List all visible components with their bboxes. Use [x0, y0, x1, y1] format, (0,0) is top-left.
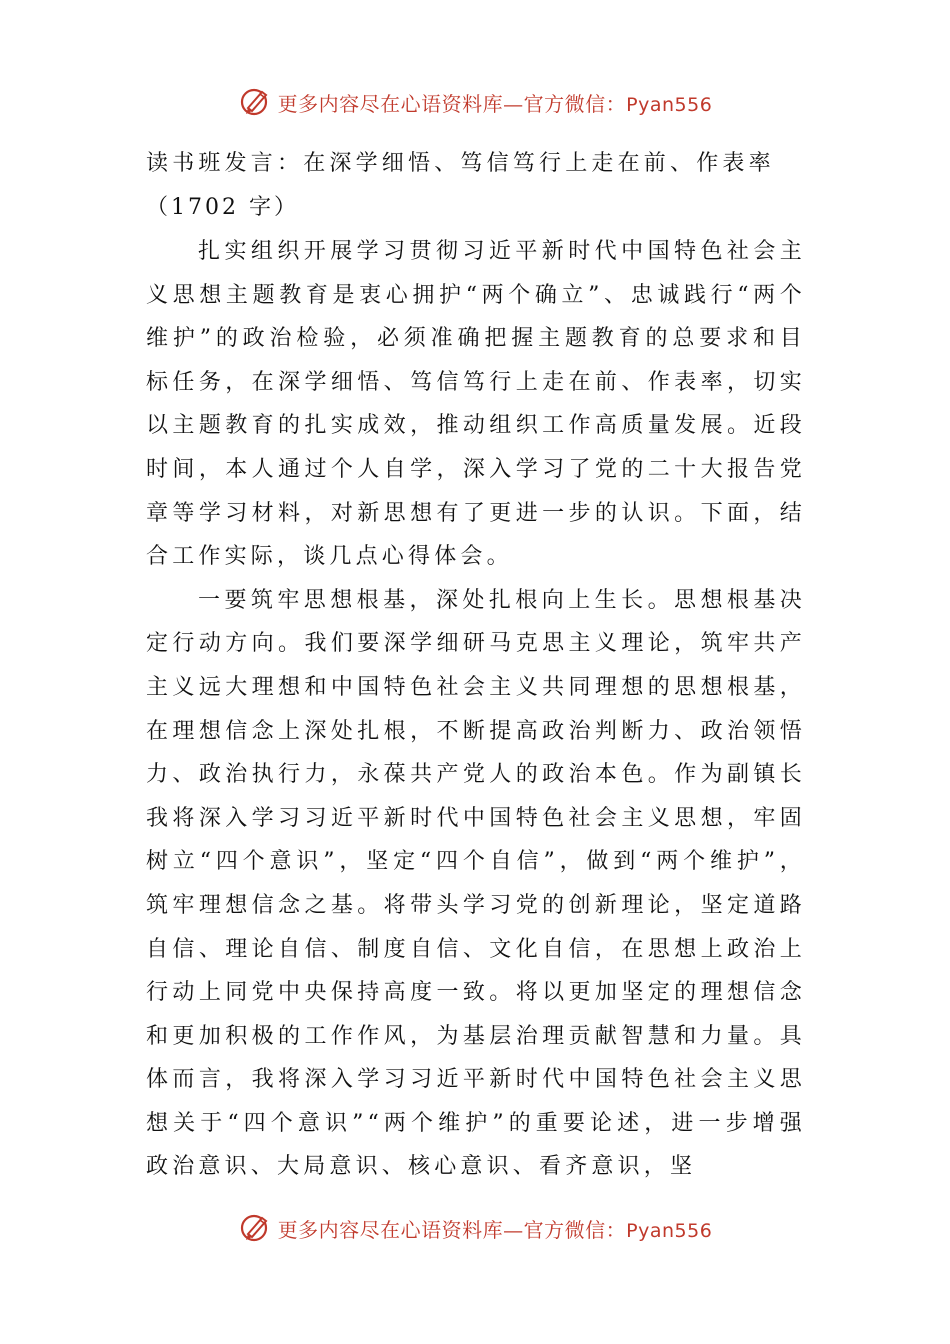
header-watermark-banner — [0, 82, 950, 122]
document-body — [146, 142, 806, 1189]
paragraph-intro: 扎实组织开展学习贯彻习近平新时代中国特色社会主义思想主题教育是衷心拥护“两个确立”、忠诚践行“两个维护”的政治检验，必须准确把握主题教育的总要求和目标任务，在深学细悟、笃信笃行上走在前、作表率，切实以主题教育的扎实成效，推动组织工作高质量发展。近段时间，本人通过个人自学，深入学习了党的二十大报告党章等学习材料，对新思想有了更进一步的认识。下面，结合工作实际，谈几点心得体会。 — [146, 239, 806, 570]
wechat-handle: Pyan556 — [626, 1219, 713, 1242]
pen-logo-icon — [238, 84, 274, 120]
wechat-handle: Pyan556 — [626, 93, 713, 116]
paragraph-point-one: 一要筑牢思想根基，深处扎根向上生长。思想根基决定行动方向。我们要深学细研马克思主义理论，筑牢共产主义远大理想和中国特色社会主义共同理想的思想根基，在理想信念上深处扎根，不断提高政治判断力、政治领悟力、政治执行力，永葆共产党人的政治本色。作为副镇长我将深入学习习近平新时代中国特色社会主义思想，牢固树立“四个意识”，坚定“四个自信”，做到“两个维护”，筑牢理想信念之基。将带头学习党的创新理论，坚定道路自信、理论自信、制度自信、文化自信，在思想上政治上行动上同党中央保持高度一致。将以更加坚定的理想信念和更加积极的工作作风，为基层治理贡献智慧和力量。具体而言，我将深入学习习近平新时代中国特色社会主义思想关于“四个意识”“两个维护”的重要论述，进一步增强政治意识、大局意识、核心意识、看齐意识，坚 — [146, 587, 806, 1180]
pen-logo-icon — [238, 1210, 274, 1246]
document-title: 读书班发言：在深学细悟、笃信笃行上走在前、作表率（1702 字） — [146, 151, 775, 220]
word-count: （1702 字） — [146, 195, 299, 220]
watermark-text: 更多内容尽在心语资料库—官方微信：Pyan556 — [277, 91, 713, 116]
watermark-text: 更多内容尽在心语资料库—官方微信：Pyan556 — [277, 1217, 713, 1242]
footer-watermark-banner — [0, 1208, 950, 1248]
